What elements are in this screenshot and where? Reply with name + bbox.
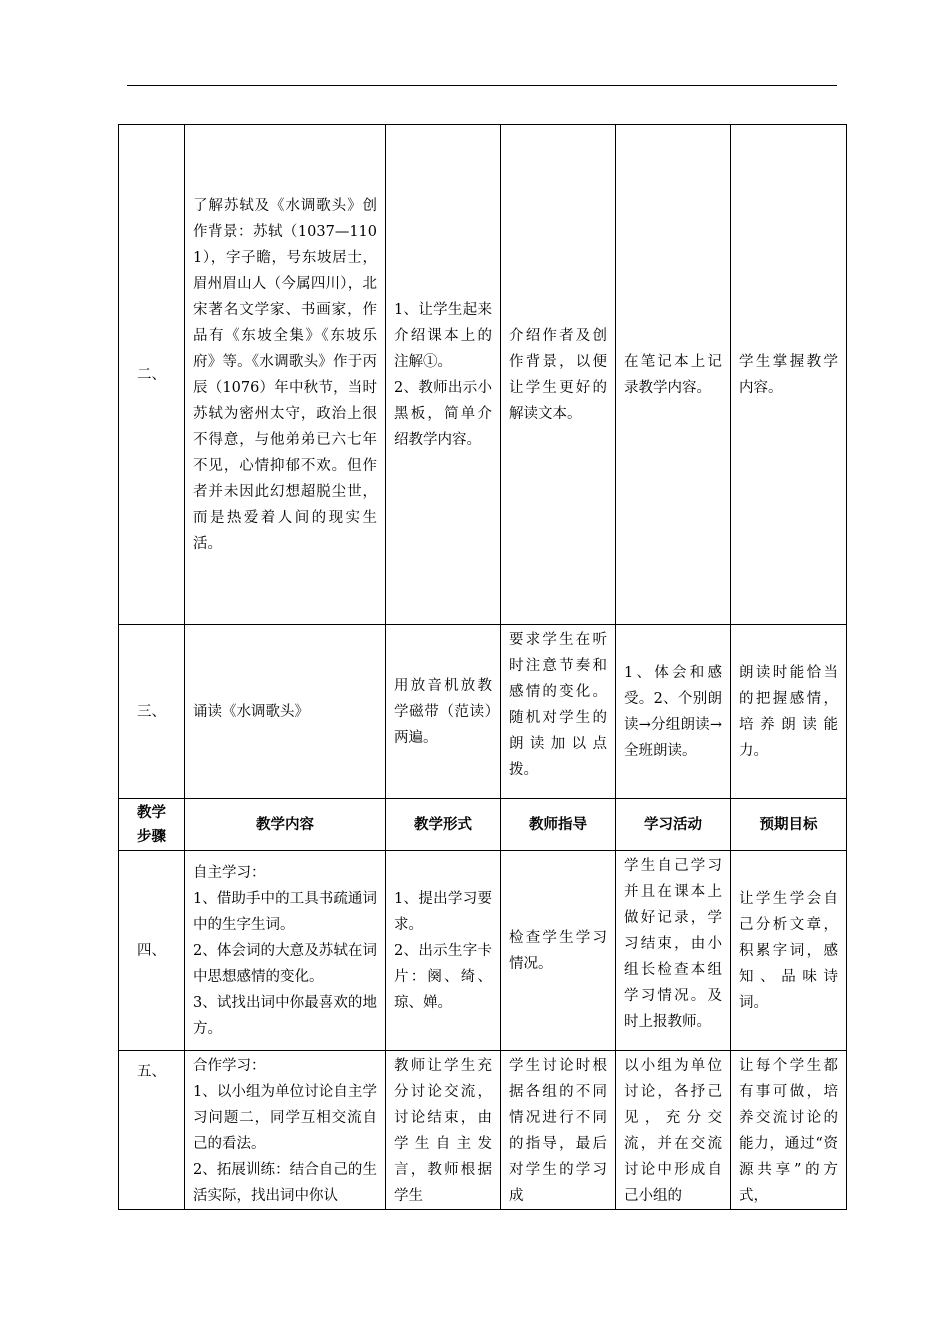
- goal-cell: 学生掌握教学内容。: [731, 125, 847, 625]
- table-row: [119, 1051, 847, 1210]
- guidance-cell: 检查学生学习情况。: [501, 851, 616, 1051]
- form-cell: 教师让学生充分讨论交流，讨论结束，由学生自主发言，教师根据学生: [386, 1051, 501, 1210]
- activity-cell: 在笔记本上记录教学内容。: [616, 125, 731, 625]
- guidance-cell: 学生讨论时根据各组的不同情况进行不同的指导，最后对学生的学习成: [501, 1051, 616, 1210]
- table-header-row: [119, 799, 847, 851]
- table-row: [119, 851, 847, 1051]
- guidance-cell: 介绍作者及创作背景，以便让学生更好的解读文本。: [501, 125, 616, 625]
- form-cell: 用放音机放教学磁带（范读）两遍。: [386, 625, 501, 799]
- form-cell: 1、让学生起来介绍课本上的注解①。 2、教师出示小黑板，简单介绍教学内容。: [386, 125, 501, 625]
- content-cell: 自主学习： 1、借助手中的工具书疏通词中的生字生词。 2、体会词的大意及苏轼在词中思想感情的变化。 3、试找出词中你最喜欢的地方。: [185, 851, 386, 1051]
- header-form: 教学形式: [386, 799, 501, 851]
- goal-cell: 让学生学会自己分析文章，积累字词，感知、品味诗词。: [731, 851, 847, 1051]
- activity-cell: 以小组为单位讨论，各抒己见，充分交流，并在交流讨论中形成自己小组的: [616, 1051, 731, 1210]
- guidance-cell: 要求学生在听时注意节奏和感情的变化。随机对学生的朗读加以点拨。: [501, 625, 616, 799]
- table-row: [119, 125, 847, 625]
- activity-cell: 学生自己学习并且在课本上做好记录，学习结束，由小组长检查本组学习情况。及时上报教师。: [616, 851, 731, 1051]
- goal-cell: 让每个学生都有事可做，培养交流讨论的能力，通过“资源共享”的方式，: [731, 1051, 847, 1210]
- table-row: [119, 625, 847, 799]
- header-step: 教学 步骤: [119, 799, 185, 851]
- step-cell: 二、: [119, 125, 185, 625]
- header-content: 教学内容: [185, 799, 386, 851]
- content-cell: 了解苏轼及《水调歌头》创作背景：苏轼（1037—1101），字子瞻，号东坡居士，眉州眉山人（今属四川），北宋著名文学家、书画家，作品有《东坡全集》《东坡乐府》等。《水调歌头》作于丙辰（1076）年中秋节，当时苏轼为密州太守，政治上很不得意，与他弟弟已六七年不见，心情抑郁不欢。但作者并未因此幻想超脱尘世，而是热爱着人间的现实生活。: [185, 125, 386, 625]
- step-cell: 五、: [119, 1051, 185, 1210]
- header-rule: [127, 85, 837, 86]
- header-activity: 学习活动: [616, 799, 731, 851]
- content-cell: 诵读《水调歌头》: [185, 625, 386, 799]
- content-cell: 合作学习： 1、以小组为单位讨论自主学习问题二，同学互相交流自己的看法。 2、拓展训练：结合自己的生活实际，找出词中你认: [185, 1051, 386, 1210]
- step-cell: 四、: [119, 851, 185, 1051]
- header-goal: 预期目标: [731, 799, 847, 851]
- goal-cell: 朗读时能恰当的把握感情，培养朗读能力。: [731, 625, 847, 799]
- step-cell: 三、: [119, 625, 185, 799]
- header-guidance: 教师指导: [501, 799, 616, 851]
- lesson-plan-table: [118, 124, 847, 1210]
- form-cell: 1、提出学习要求。 2、出示生字卡片：阕、绮、琼、婵。: [386, 851, 501, 1051]
- activity-cell: 1、体会和感受。2、个别朗读→分组朗读→全班朗读。: [616, 625, 731, 799]
